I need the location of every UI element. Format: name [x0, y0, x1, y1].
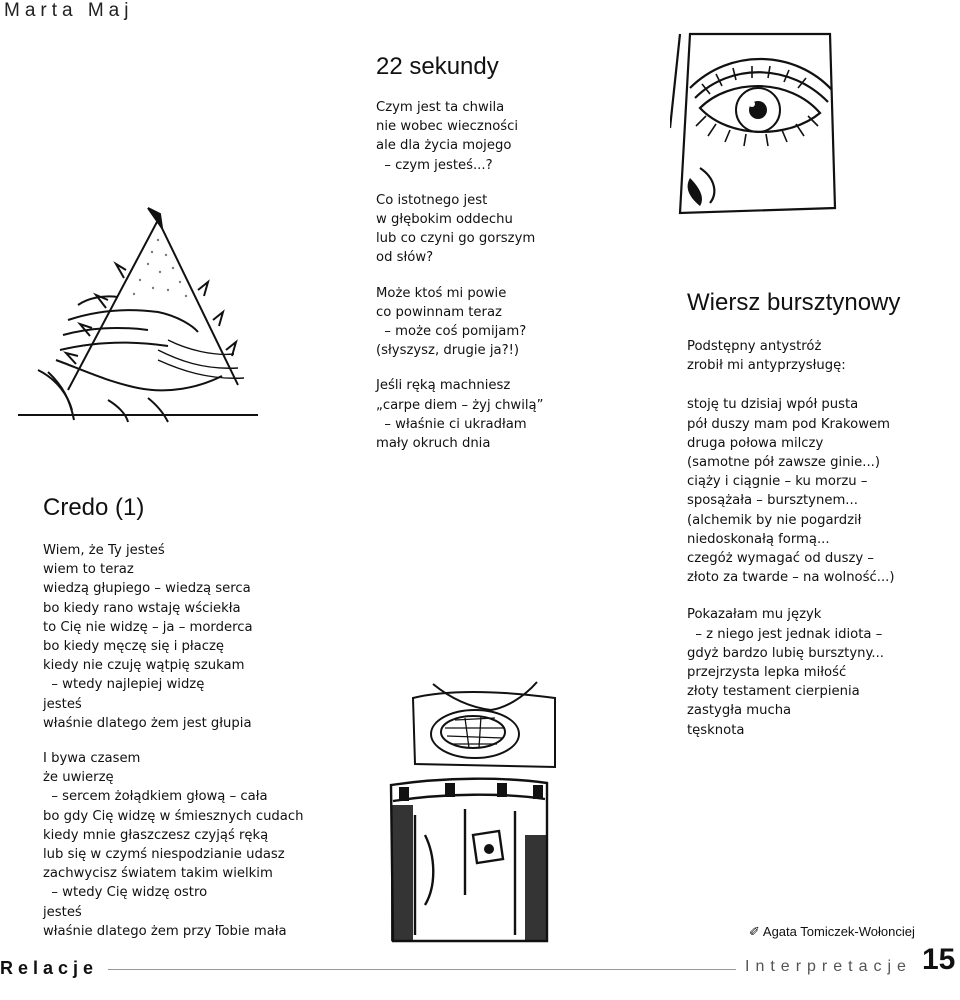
pen-icon: ✐: [749, 924, 760, 939]
verse-line: właśnie dlatego żem jest głupia: [43, 715, 252, 731]
stanza: [687, 395, 894, 587]
verse-line: bo gdy Cię widzę w śmiesznych cudach: [43, 808, 304, 824]
verse-line: (alchemik by nie pogardził: [687, 512, 862, 528]
page-header-author: Marta Maj: [4, 0, 134, 21]
verse-line: złoty testament cierpienia: [687, 684, 860, 700]
verse-line: – może coś pomijam?: [376, 324, 527, 340]
verse-line: w głębokim oddechu: [376, 212, 513, 228]
stanza: [376, 284, 543, 361]
stanza: [687, 337, 894, 375]
verse-line: wiem to teraz: [43, 562, 134, 578]
poem-title-22-sekundy: 22 sekundy: [376, 53, 499, 80]
poem-wiersz-bursztynowy: [687, 337, 894, 756]
verse-line: Pokazałam mu język: [687, 607, 822, 623]
verse-line: zachwycisz światem takim wielkim: [43, 866, 273, 882]
verse-line: „carpe diem – żyj chwilą”: [376, 397, 544, 413]
verse-line: od słów?: [376, 250, 434, 266]
verse-line: wiedzą głupiego – wiedzą serca: [43, 581, 251, 597]
verse-line: stoję tu dzisiaj wpół pusta: [687, 397, 859, 413]
poem-title-credo: Credo (1): [43, 494, 145, 521]
verse-line: złoto za twarde – na wolność...): [687, 570, 895, 586]
verse-line: pół duszy mam pod Krakowem: [687, 416, 890, 432]
verse-line: I bywa czasem: [43, 751, 141, 767]
verse-line: co powinnam teraz: [376, 304, 502, 320]
verse-line: – wtedy Cię widzę ostro: [43, 885, 208, 901]
stanza: [376, 98, 543, 175]
stanza: [43, 541, 304, 733]
credit-author: Agata Tomiczek-Wołonciej: [762, 924, 915, 939]
page-number: 15: [922, 943, 956, 976]
jeans-illustration: [385, 775, 555, 945]
verse-line: niedoskonałą formą...: [687, 531, 830, 547]
amber-stone-illustration: [405, 672, 565, 772]
verse-line: bo kiedy męczę się i płaczę: [43, 639, 225, 655]
footer-divider: [108, 969, 736, 970]
verse-line: (słyszysz, drugie ja?!): [376, 343, 520, 359]
verse-line: Jeśli ręką machniesz: [376, 378, 511, 394]
poem-title-wiersz-bursztynowy: Wiersz bursztynowy: [687, 289, 901, 316]
verse-line: Wiem, że Ty jesteś: [43, 543, 165, 558]
footer-section-relacje: Relacje: [0, 958, 99, 978]
verse-line: Czym jest ta chwila: [376, 100, 505, 115]
poem-22-sekundy: [376, 98, 543, 469]
verse-line: kiedy mnie głaszczesz czyjąś ręką: [43, 827, 269, 843]
verse-line: (samotne pół zawsze ginie...): [687, 455, 881, 471]
verse-line: ale dla życia mojego: [376, 138, 512, 154]
verse-line: właśnie dlatego żem przy Tobie mała: [43, 923, 287, 939]
verse-line: Podstępny antystróż: [687, 339, 822, 354]
verse-line: mały okruch dnia: [376, 436, 491, 452]
verse-line: druga połowa milczy: [687, 435, 824, 451]
verse-line: gdyż bardzo lubię bursztyny...: [687, 645, 884, 661]
verse-line: – sercem żołądkiem głową – cała: [43, 789, 268, 805]
verse-line: – wtedy najlepiej widzę: [43, 677, 205, 693]
verse-line: zastygła mucha: [687, 703, 792, 719]
verse-line: kiedy nie czuję wątpię szukam: [43, 658, 245, 674]
verse-line: ciąży i ciągnie – ku morzu –: [687, 474, 868, 490]
footer-section-interpretacje: Interpretacje: [745, 958, 912, 975]
verse-line: sposążała – bursztynem...: [687, 493, 858, 509]
stanza: [376, 191, 543, 268]
stanza: [376, 376, 543, 453]
verse-line: czegóż wymagać od duszy –: [687, 551, 874, 567]
pyramid-hand-illustration: [8, 200, 268, 430]
verse-line: lub co czyni go gorszym: [376, 231, 536, 247]
verse-line: – właśnie ci ukradłam: [376, 416, 527, 432]
verse-line: bo kiedy rano wstaję wściekła: [43, 600, 241, 616]
poem-credo: [43, 541, 304, 957]
stanza: [43, 749, 304, 941]
verse-line: jesteś: [43, 904, 82, 920]
verse-line: lub się w czymś niespodzianie udasz: [43, 847, 285, 863]
verse-line: tęsknota: [687, 722, 745, 738]
illustration-credit: [749, 924, 915, 940]
verse-line: nie wobec wieczności: [376, 119, 519, 135]
verse-line: to Cię nie widzę – ja – morderca: [43, 619, 253, 635]
verse-line: – czym jesteś...?: [376, 157, 493, 173]
verse-line: jesteś: [43, 696, 82, 712]
stanza: [687, 605, 894, 739]
verse-line: Co istotnego jest: [376, 192, 488, 208]
verse-line: że uwierzę: [43, 770, 114, 786]
eye-illustration: [670, 28, 840, 218]
verse-line: zrobił mi antyprzysługę:: [687, 358, 846, 374]
verse-line: – z niego jest jednak idiota –: [687, 626, 883, 642]
verse-line: Może ktoś mi powie: [376, 285, 507, 301]
verse-line: przejrzysta lepka miłość: [687, 665, 847, 681]
